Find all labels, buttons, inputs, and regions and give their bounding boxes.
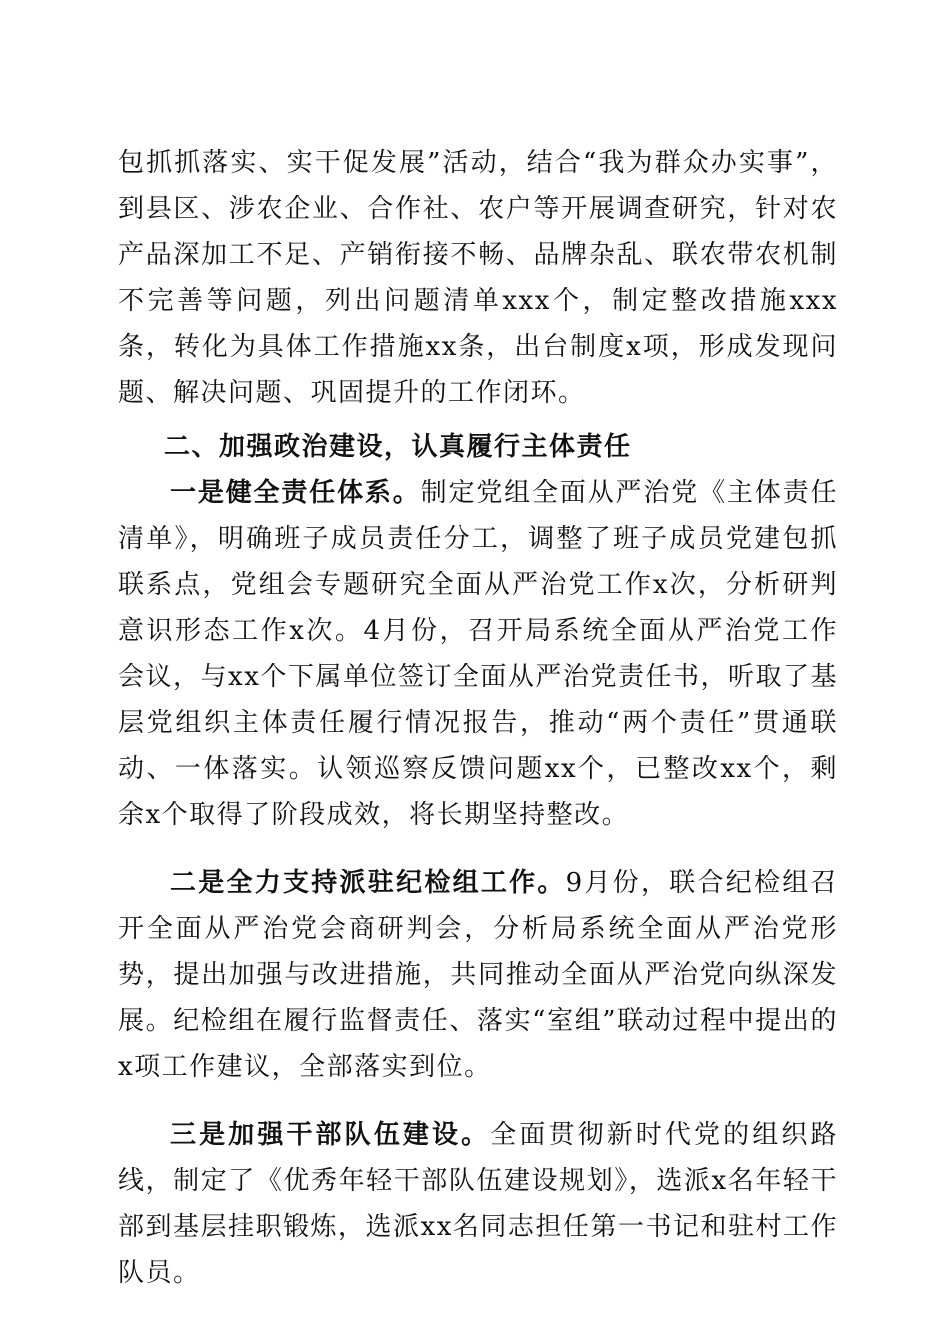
section-heading: 二、加强政治建设，认真履行主体责任 (164, 432, 632, 462)
paragraph-lead: 一是健全责任体系。 (170, 478, 421, 508)
paragraph-discipline-support (118, 860, 838, 1090)
paragraph-lead: 三是加强干部队伍建设。 (170, 1120, 491, 1150)
document-body (118, 140, 838, 1296)
paragraph-text: 9月份，联合纪检组召开全面从严治党会商研判会，分析局系统全面从严治党形势，提出加强与改进措施，共同推动全面从严治党向纵深发展。纪检组在履行监督责任、落实“室组”联动过程中提出的x项工作建议，全部落实到位。 (118, 868, 838, 1082)
paragraph-text: 全面贯彻新时代党的组织路线，制定了《优秀年轻干部队伍建设规划》，选派x名年轻干部到基层挂职锻炼，选派xx名同志担任第一书记和驻村工作队员。 (118, 1120, 838, 1288)
paragraph-cadre-team (118, 1112, 838, 1296)
paragraph-text: 制定党组全面从严治党《主体责任清单》，明确班子成员责任分工，调整了班子成员党建包抓联系点，党组会专题研究全面从严治党工作x次，分析研判意识形态工作x次。4月份，召开局系统全面从严治党工作会议，与xx个下属单位签订全面从严治党责任书，听取了基层党组织主体责任履行情况报告，推动“两个责任”贯通联动、一体落实。认领巡察反馈问题xx个，已整改xx个，剩余x个取得了阶段成效，将长期坚持整改。 (118, 478, 838, 830)
paragraph-lead: 二是全力支持派驻纪检组工作。 (170, 868, 566, 898)
paragraph-continuation: 包抓抓落实、实干促发展”活动，结合“我为群众办实事”，到县区、涉农企业、合作社、农户等开展调查研究，针对农产品深加工不足、产销衔接不畅、品牌杂乱、联农带农机制不完善等问题，列出问题清单xxx个，制定整改措施xxx条，转化为具体工作措施xx条，出台制度x项，形成发现问题、解决问题、巩固提升的工作闭环。 (118, 148, 838, 408)
paragraph-responsibility-system (118, 470, 838, 838)
